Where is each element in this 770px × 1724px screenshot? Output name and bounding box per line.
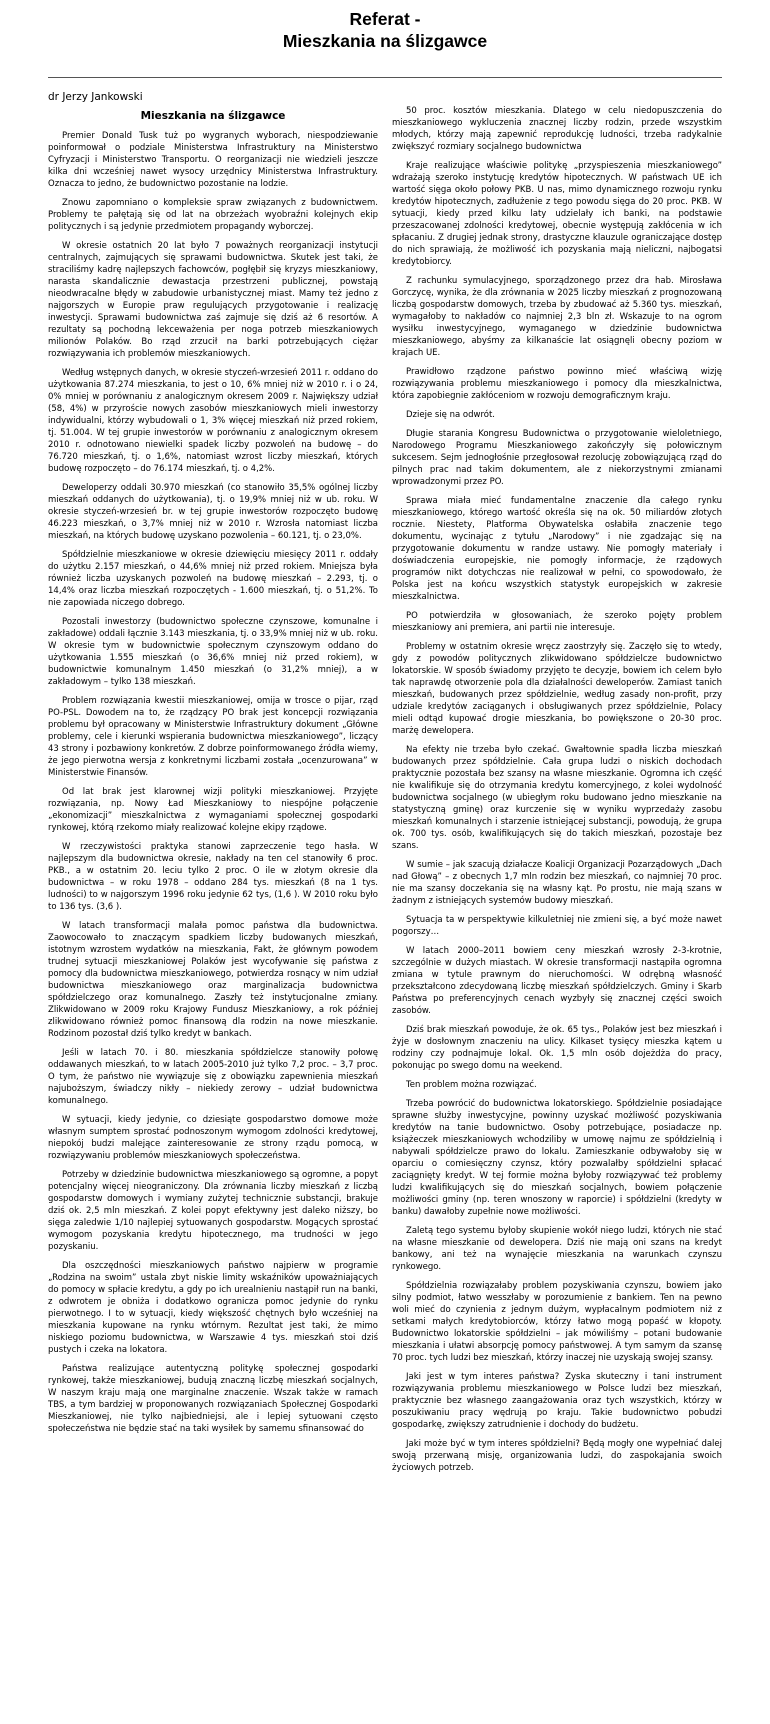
- paragraph: Dziś brak mieszkań powoduje, że ok. 65 tys., Polaków jest bez mieszkań i żyje w dosłownym znaczeniu na ulicy. Kilkaset tysięcy mieszka kątem u rodziny czy podnajmuje lokal. Ok. 1,5 mln osób dojeżdża do pracy, pokonując po swego domu na weekend.: [392, 1025, 722, 1071]
- paragraph: Sprawa miała mieć fundamentalne znaczenie dla całego rynku mieszkaniowego, którego wartość określa się na ok. 50 miliardów złotych rocznie. Niestety, Platforma Obywatelska osłabiła znaczenie tego dokumentu, wycinając z tytułu „Narodowy” i nie zgadzając się na przygotowanie dokumentu w randze ustawy. Nie pomogły materiały i doświadczenia europejskie, nie pomogły informacje, że rządowych programów nikt dotychczas nie realizował w pełni, co spowodowało, że Polska jest na końcu wszystkich statystyk europejskich w zakresie mieszkalnictwa.: [392, 496, 722, 602]
- paragraph: Problem rozwiązania kwestii mieszkaniowej, omija w trosce o pijar, rząd PO-PSL. Dowodem na to, że rządzący PO brak jest koncepcji rozwiązania problemu był opracowany w Ministerstwie Infrastruktury dokument „Główne problemy, cele i kierunki wspierania budownictwa mieszkaniowego”, liczący 43 strony i pozbawiony konkretów. Z dobrze poinformowanego źródła wiemy, że jego pierwotna wersja z konkretnymi liczbami została „ocenzurowana” w Ministerstwie Finansów.: [48, 696, 378, 778]
- paragraph: Sytuacja ta w perspektywie kilkuletniej nie zmieni się, a być może nawet pogorszy…: [392, 915, 722, 937]
- paragraph: Dla oszczędności mieszkaniowych państwo najpierw w programie „Rodzina na swoim” ustala zbyt niskie limity wskaźników upoważniających do pomocy w spłacie kredytu, a gdy po ich urealnieniu nastąpił run na banki, z odwrotem je obniża i dodatkowo ogranicza pomoc jedynie do rynku pierwotnego. I to w sytuacji, kiedy większość chętnych było wcześniej na mieszkania kupowane na rynku wtórnym. Rezultat jest taki, że mimo niskiego poziomu budownictwa, w Warszawie 4 tys. mieszkań stoi dziś pustych i czeka na lokatora.: [48, 1261, 378, 1355]
- paragraph: PO potwierdziła w głosowaniach, że szeroko pojęty problem mieszkaniowy ani premiera, ani partii nie interesuje.: [392, 611, 722, 633]
- paragraph: Prawidłowo rządzone państwo powinno mieć właściwą wizję rozwiązywania problemu mieszkaniowego i pomocy dla mieszkalnictwa, która zapobiegnie zakłóceniom w rozwoju demograficznym kraju.: [392, 367, 722, 401]
- paragraph: Na efekty nie trzeba było czekać. Gwałtownie spadła liczba mieszkań budowanych przez spółdzielnie. Cała grupa ludzi o niskich dochodach praktycznie pozostała bez szansy na własne mieszkanie. Ogromna ich część nie kwalifikuje się do otrzymania kredytu komercyjnego, z kolei wydolność budownictwa socjalnego (w ubiegłym roku budowano jedno mieszkanie na statystyczną gminę) oraz kurczenie się w wyniku wyprzedaży zasobu mieszkań komunalnych i starzenie istniejącej substancji, powodują, że grupa ok. 700 tys. osób, kwalifikujących się do takich mieszkań, pozostaje bez szans.: [392, 745, 722, 851]
- paragraph: Jeśli w latach 70. i 80. mieszkania spółdzielcze stanowiły połowę oddawanych mieszkań, to w latach 2005-2010 już tylko 7,2 proc. – 3,7 proc. O tym, że państwo nie wywiązuje się z obowiązku zapewnienia mieszkań najuboższym, świadczy nikły – niekiedy zerowy – udział budownictwa komunalnego.: [48, 1048, 378, 1106]
- paragraph: Premier Donald Tusk tuż po wygranych wyborach, niespodziewanie poinformował o podziale Ministerstwa Infrastruktury na Ministerstwo Cyfryzacji i Ministerstwo Transportu. O reorganizacji nie wiedzieli jeszcze kilka dni wcześniej nawet wysocy urzędnicy Ministerstwa Infrastruktury. Oznacza to jedno, że budownictwo pozostanie na lodzie.: [48, 131, 378, 189]
- paragraph: Deweloperzy oddali 30.970 mieszkań (co stanowiło 35,5% ogólnej liczby mieszkań oddanych do użytkowania), tj. o 19,9% mniej niż w ub. roku. W okresie styczeń-wrzesień br. w tej grupie inwestorów rozpoczęto budowę 46.223 mieszkań, o 3,7% mniej niż w 2010 r. Wzrosła natomiast liczba mieszkań, na których budowę uzyskano pozwolenia – 60.121, tj. o 23,0%.: [48, 483, 378, 541]
- paragraph: Długie starania Kongresu Budownictwa o przygotowanie wieloletniego, Narodowego Programu Mieszkaniowego zakończyły się połowicznym sukcesem. Sejm jednogłośnie przegłosował rezolucję zobowiązującą rząd do pilnych prac nad takim dokumentem, ale z niekorzystnymi zmianami wprowadzonymi przez PO.: [392, 429, 722, 487]
- paragraph: Dzieje się na odwrót.: [406, 410, 496, 420]
- paragraph: Jaki jest w tym interes państwa? Zyska skuteczny i tani instrument rozwiązywania problemu mieszkaniowego w Polsce ludzi bez mieszkań, praktycznie bez własnego zaangażowania oraz tych wszystkich, którzy w poszukiwaniu pracy wędrują po kraju. Takie budownictwo pobudzi gospodarkę, zwiększy zatrudnienie i dochody do budżetu.: [392, 1372, 722, 1430]
- paragraph: W sytuacji, kiedy jedynie, co dziesiąte gospodarstwo domowe może własnym sumptem sprostać podnoszonym wymogom zdolności kredytowej, niepokój budzi malejące zainteresowanie ze strony rządu pomocą, w rozwiązywaniu problemów mieszkaniowych społeczeństwa.: [48, 1115, 378, 1161]
- left-column: [48, 105, 378, 1481]
- paragraph: Zaletą tego systemu byłoby skupienie wokół niego ludzi, których nie stać na własne mieszkanie od dewelopera. Dziś nie mają oni szans na kredyt bankowy, ani też na wynajęcie mieszkania na warunkach czynszu rynkowego.: [392, 1226, 722, 1272]
- paragraph: W sumie – jak szacują działacze Koalicji Organizacji Pozarządowych „Dach nad Głową” – z obecnych 1,7 mln rodzin bez mieszkań, co najmniej 70 proc. nie ma szansy doczekania się na własny kąt. Po prostu, nie mają szans w żadnym z istniejących systemów budowy mieszkań.: [392, 860, 722, 906]
- paragraph: Trzeba powrócić do budownictwa lokatorskiego. Spółdzielnie posiadające sprawne służby inwestycyjne, powinny uzyskać możliwość pozyskiwania kredytów na tanie budownictwo. Osoby potrzebujące, posiadacze np. książeczek mieszkaniowych wchodziliby w umowę najmu ze spółdzielnią i nabywali spółdzielcze prawo do lokalu. Zamieszkanie odbywałoby się w oparciu o comiesięczny czynsz, który pozwalałby spółdzielni spłacać zaciągnięty kredyt. W tej formie można byłoby rozwiązywać też problemy ludzi kwalifikujących się do mieszkań socjalnych, bowiem połączenie możliwości gminy (np. teren wnoszony w raporcie) i spółdzielni (kredyty w banku) dawałoby zupełnie nowe możliwości.: [392, 1099, 722, 1217]
- paragraph: Jaki może być w tym interes spółdzielni? Będą mogły one wypełniać dalej swoją przerwaną misję, organizowania ludzi, do zaspokajania swoich życiowych potrzeb.: [392, 1439, 722, 1473]
- document-header: [48, 0, 722, 66]
- paragraph: Państwa realizujące autentyczną politykę społecznej gospodarki rynkowej, także mieszkaniowej, budują znaczną liczbę mieszkań socjalnych, W naszym kraju mają one marginalne znaczenie. Wszak także w ramach TBS, a tym bardziej w proponowanych rozwiązaniach Społecznej Gospodarki Mieszkaniowej, nie tylko najbiedniejsi, ale i lepiej sytuowani często społeczeństwa nie będzie stać na taki wysiłek by samemu sfinansować do: [48, 1364, 378, 1434]
- paragraph: Spółdzielnie mieszkaniowe w okresie dziewięciu miesięcy 2011 r. oddały do użytku 2.157 mieszkań, o 44,6% mniej niż przed rokiem. Mniejsza była również liczba uzyskanych pozwoleń na budowę mieszkań – 2.293, tj. o 14,4% oraz liczba mieszkań rozpoczętych - 1.600 mieszkań, tj. o 51,2%. To nie zapowiada niczego dobrego.: [48, 550, 378, 608]
- article-columns: [48, 105, 722, 1481]
- paragraph: Pozostali inwestorzy (budownictwo społeczne czynszowe, komunalne i zakładowe) oddali łącznie 3.143 mieszkania, tj. o 33,9% mniej niż w ub. roku. W okresie tym w budownictwie społecznym czynszowym oddano do użytkowania 1.555 mieszkań (o 36,6% mniej niż przed rokiem), w budownictwie komunalnym 1.450 mieszkań (o 31,2% mniej), a w zakładowym – tylko 138 mieszkań.: [48, 617, 378, 687]
- title-line-2: Mieszkania na ślizgawce: [282, 31, 488, 51]
- paragraph: W latach transformacji malała pomoc państwa dla budownictwa. Zaowocowało to znaczącym spadkiem liczby budowanych mieszkań, istotnym wzrostem wydatków na mieszkania, Fakt, że głównym powodem trudnej sytuacji mieszkaniowej Polaków jest wycofywanie się państwa z pomocy dla budownictwa mieszkaniowego, potwierdza rosnący w nim udział budownictwa mieszkaniowego oraz marginalizacja budownictwa spółdzielczego oraz komunalnego. Zaszły też instytucjonalne zmiany. Zlikwidowano w 2009 roku Krajowy Fundusz Mieszkaniowy, a rok później zlikwidowano również pomoc finansową dla rodzin na nowe mieszkanie. Rodzinom pozostał dziś tylko kredyt w bankach.: [48, 921, 378, 1039]
- paragraph: Znowu zapomniano o kompleksie spraw związanych z budownictwem. Problemy te pałętają się od lat na obrzeżach wyobraźni kolejnych ekip politycznych i są jedynie przedmiotem propagandy wyborczej.: [48, 198, 378, 232]
- author-name: dr Jerzy Jankowski: [48, 91, 143, 103]
- paragraph: Problemy w ostatnim okresie wręcz zaostrzyły się. Zaczęło się to wtedy, gdy z powodów politycznych zlikwidowano spółdzielcze budownictwo lokatorskie. W sposób świadomy przyjęto te decyzje, bowiem ich celem było tak naprawdę otworzenie pola dla działalności deweloperów. Zamiast tanich mieszkań, budowanych przez spółdzielnie, według zasady non-profit, przy udziale kredytów zaciąganych i obsługiwanych przez spółdzielnie, Polacy mieli odtąd kupować drogie mieszkania, bo powiększone o 20-30 proc. marżę dewelopera.: [392, 642, 722, 736]
- paragraph: Spółdzielnia rozwiązałaby problem pozyskiwania czynszu, bowiem jako silny podmiot, łatwo wesszłaby w porozumienie z bankiem. Ten na pewno woli mieć do czynienia z jednym dużym, wypłacalnym podmiotem niż z setkami małych kredytobiorców, którzy łatwo mogą popaść w kłopoty. Budownictwo lokatorskie spółdzielni – jak mówiliśmy – potani budowanie mieszkania i ułatwi absorpcję pomocy państwowej. A tym samym da szansę 70 proc. tych ludzi bez mieszkań, którzy inaczej nie uzyskają swojej szansy.: [392, 1281, 722, 1363]
- paragraph: Kraje realizujące właściwie politykę „przyspieszenia mieszkaniowego” wdrażają szeroko instytucję kredytów hipotecznych. W państwach UE ich wartość sięga około połowy PKB. U nas, mimo dynamicznego rozwoju rynku kredytów hipotecznych, zadłużenie z tego powodu sięga do 20 proc. PKB. W sytuacji, kiedy przed kilku laty udzielały ich banki, na podstawie przeszacowanej zdolności kredytowej, obecnie występują zakłócenia w ich spłacaniu. Z drugiej jednak strony, drastyczne klauzule ograniczające dostęp do nich sprawiają, że możliwość ich pozyskania mają nieliczni, najbogatsi kredytobiorcy.: [392, 161, 722, 267]
- paragraph: Potrzeby w dziedzinie budownictwa mieszkaniowego są ogromne, a popyt potencjalny więcej nieograniczony. Dla zrównania liczby mieszkań z liczbą gospodarstw domowych i wymiany zużytej technicznie substancji, brakuje dziś ok. 2,5 mln mieszkań. Z kolei popyt efektywny jest daleko niższy, bo sięga zaledwie 1/10 najlepiej sytuowanych gospodarstw. Mogących sprostać wymogom pozyskania kredytu hipotecznego, ma trudności w jego pozyskaniu.: [48, 1170, 378, 1252]
- paragraph: W okresie ostatnich 20 lat było 7 poważnych reorganizacji instytucji centralnych, zajmujących się sprawami budownictwa. Skutek jest taki, że straciliśmy kadrę najlepszych fachowców, pogłębił się kryzys mieszkaniowy, narasta skandalicznie dewastacja przestrzeni publicznej, powstają nieodwracalne błędy w zabudowie urbanistycznej miast. Mamy też jedno z najgorszych w Europie praw regulujących przygotowanie i realizację inwestycji. Sprawami budownictwa zaś zajmuje się dziś aż 6 resortów. A rezultaty są pochodną lekceważenia per noga potrzeb mieszkaniowych milionów Polaków. Bo rząd zrzucił na barki potrzebujących ciężar rozwiązywania ich problemów mieszkaniowych.: [48, 241, 378, 359]
- paragraph: 50 proc. kosztów mieszkania. Dlatego w celu niedopuszczenia do mieszkaniowego wykluczenia znacznej liczby rodzin, przede wszystkim młodych, którzy mają zapewnić reprodukcję ludności, trzeba radykalnie zwiększyć rozmiary socjalnego budownictwa: [392, 106, 722, 152]
- header-divider: [48, 77, 722, 78]
- title-line-1: Referat -: [349, 9, 421, 29]
- paragraph: W rzeczywistości praktyka stanowi zaprzeczenie tego hasła. W najlepszym dla budownictwa okresie, nakłady na ten cel stanowiły 6 proc. PKB., a w ostatnim 20. leciu tylko 2 proc. O ile w złotym okresie dla budownictwa – w roku 1978 – oddano 284 tys. mieszkań (8 na 1 tys. ludności) to w najgorszym 1996 roku jedynie 62 tys, (1,6 ). W 2010 roku było to 136 tys. (3,6 ).: [48, 842, 378, 912]
- article-heading: Mieszkania na ślizgawce: [140, 110, 286, 122]
- paragraph: Od lat brak jest klarownej wizji polityki mieszkaniowej. Przyjęte rozwiązania, np. Nowy Ład Mieszkaniowy to niespójne połączenie „ekonomizacji” mieszkalnictwa z wymaganiami społecznej gospodarki rynkowej, którą rzekomo miały realizować kolejne ekipy rządowe.: [48, 787, 378, 833]
- paragraph: Z rachunku symulacyjnego, sporządzonego przez dra hab. Mirosława Gorczycę, wynika, że dla zrównania w 2025 liczby mieszkań z prognozowaną liczbą gospodarstw domowych, trzeba by zbudować aż 5.360 tys. mieszkań, wymagałoby to nakładów co najmniej 2,3 bln zł. Wskazuje to na ogrom wysiłku inwestycyjnego, wymaganego w dziedzinie budownictwa mieszkaniowego, abyśmy za kilkanaście lat osiągnęli obecny poziom w krajach UE.: [392, 276, 722, 358]
- paragraph: W latach 2000–2011 bowiem ceny mieszkań wzrosły 2-3-krotnie, szczególnie w dużych miastach. W okresie transformacji nastąpiła ogromna zmiana w tytule prawnym do nieruchomości. W odrębną własność przekształcono zdecydowaną liczbę mieszkań spółdzielczych. Gminy i Skarb Państwa po preferencyjnych cenach wyzbyły się znacznej części swoich zasobów.: [392, 946, 722, 1016]
- paragraph: Ten problem można rozwiązać.: [406, 1080, 537, 1090]
- paragraph: Według wstępnych danych, w okresie styczeń-wrzesień 2011 r. oddano do użytkowania 87.274 mieszkania, to jest o 10, 6% mniej niż w 2010 r. i o 24, 0% mniej w porównaniu z analogicznym okresem 2009 r. Największy udział (58, 4%) w przyroście nowych zasobów mieszkaniowych mieli inwestorzy indywidualni, którzy wybudowali o 1, 3% więcej mieszkań niż przed rokiem, tj. 51.004. W tej grupie inwestorów w porównaniu z analogicznym okresem 2010 r. odnotowano niewielki spadek liczby pozwoleń na budowę – do 76.720 mieszkań, tj. o 1,6%, natomiast wzrost liczby mieszkań, których budowę rozpoczęto – do 76.174 mieszkań, tj. o 4,2%.: [48, 368, 378, 474]
- right-column: [392, 105, 722, 1481]
